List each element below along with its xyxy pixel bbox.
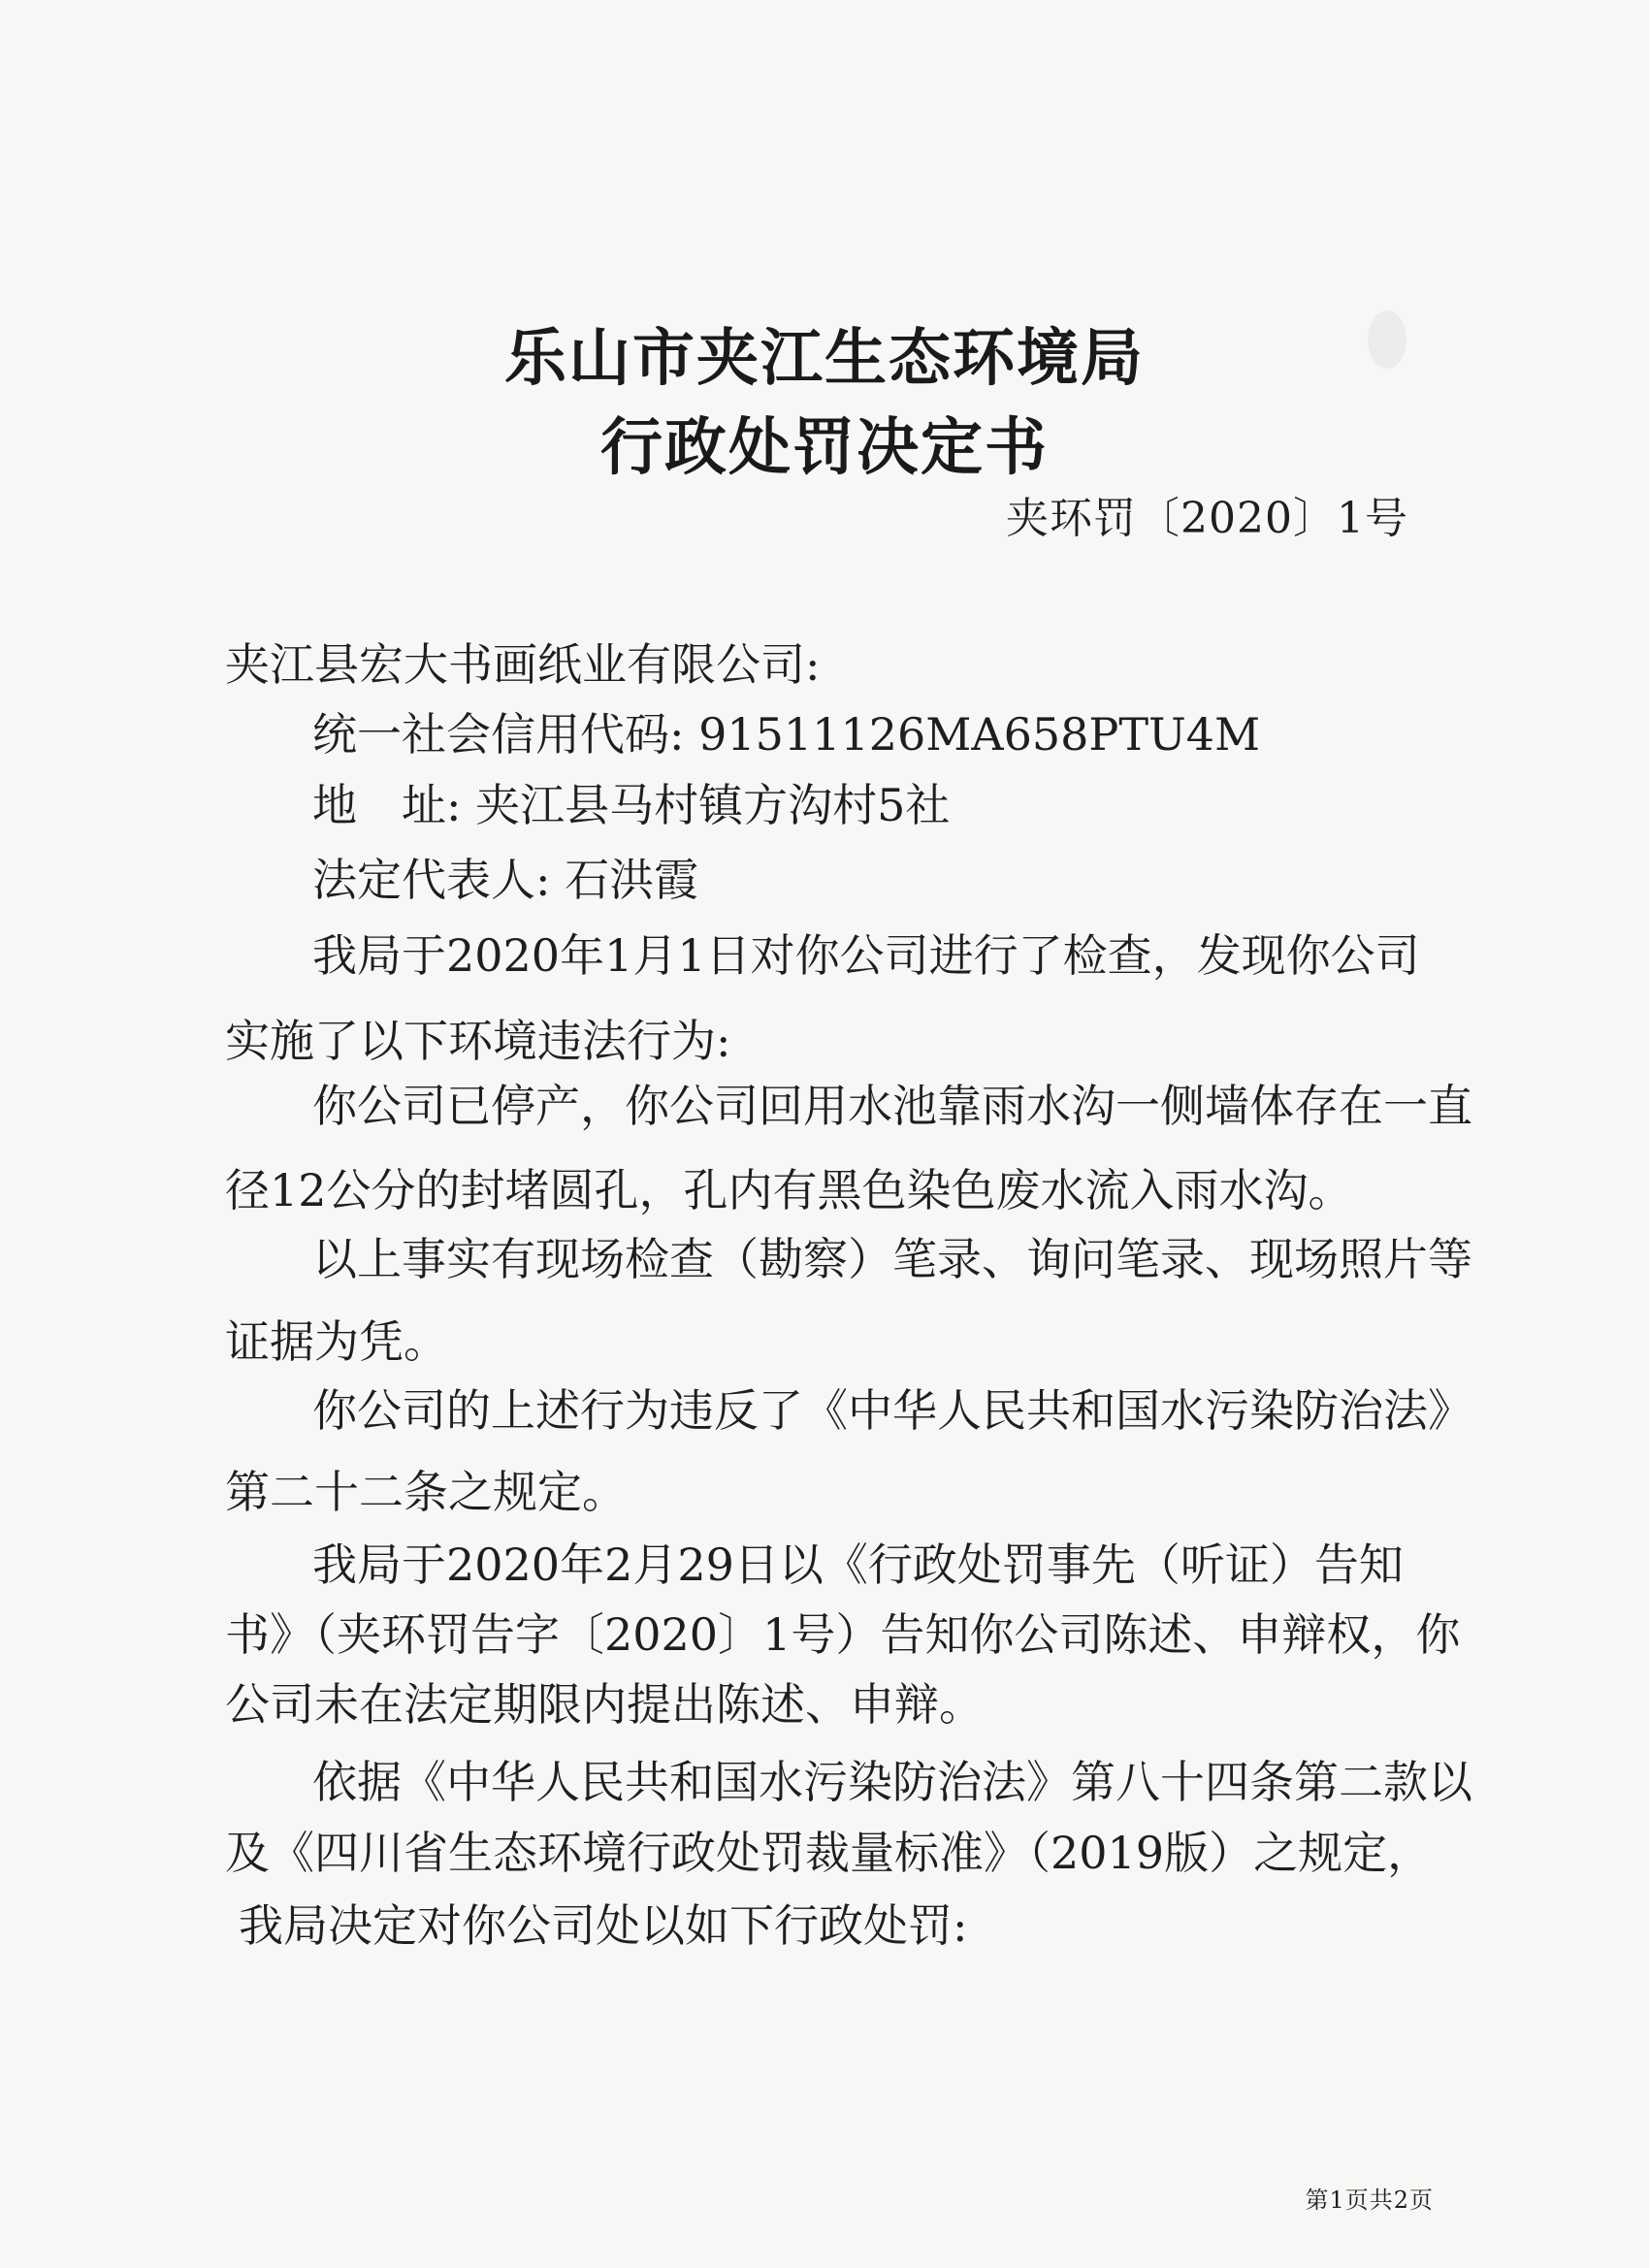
paragraph-line: 依据《中华人民共和国水污染防治法》第八十四条第二款以 [312,1756,1472,1808]
legal-representative: 法定代表人: 石洪霞 [312,854,699,906]
agency-title: 乐山市夹江生态环境局 [504,323,1145,395]
paragraph-line: 证据为凭。 [225,1315,448,1368]
document-title: 行政处罚决定书 [600,412,1049,484]
page-number: 第1页共2页 [1305,2187,1434,2214]
paragraph-line: 公司未在法定期限内提出陈述、申辩。 [225,1678,984,1731]
credit-code: 统一社会信用代码: 91511126MA658PTU4M [312,708,1261,761]
paragraph-line: 径12公分的封堵圆孔，孔内有黑色染色废水流入雨水沟。 [225,1164,1353,1216]
document-number: 夹环罚〔2020〕1号 [1006,494,1408,543]
paragraph-line: 我局决定对你公司处以如下行政处罚: [239,1899,968,1952]
paragraph-line: 第二十二条之规定。 [225,1466,627,1518]
recipient: 夹江县宏大书画纸业有限公司: [225,638,821,691]
paragraph-line: 以上事实有现场检查（勘察）笔录、询问笔录、现场照片等 [312,1233,1472,1285]
paragraph-line: 书》（夹环罚告字〔2020〕1号）告知你公司陈述、申辩权，你 [225,1608,1461,1661]
paragraph-line: 你公司已停产，你公司回用水池靠雨水沟一侧墙体存在一直 [312,1080,1472,1132]
address: 地 址: 夹江县马村镇方沟村5社 [312,779,951,831]
paragraph-line: 及《四川省生态环境行政处罚裁量标准》（2019版）之规定， [225,1827,1433,1879]
paragraph-line: 我局于2020年2月29日以《行政处罚事先（听证）告知 [312,1539,1404,1591]
paragraph-line: 实施了以下环境违法行为: [225,1015,731,1067]
paragraph-line: 你公司的上述行为违反了《中华人民共和国水污染防治法》 [312,1384,1472,1437]
paragraph-line: 我局于2020年1月1日对你公司进行了检查，发现你公司 [312,929,1420,982]
